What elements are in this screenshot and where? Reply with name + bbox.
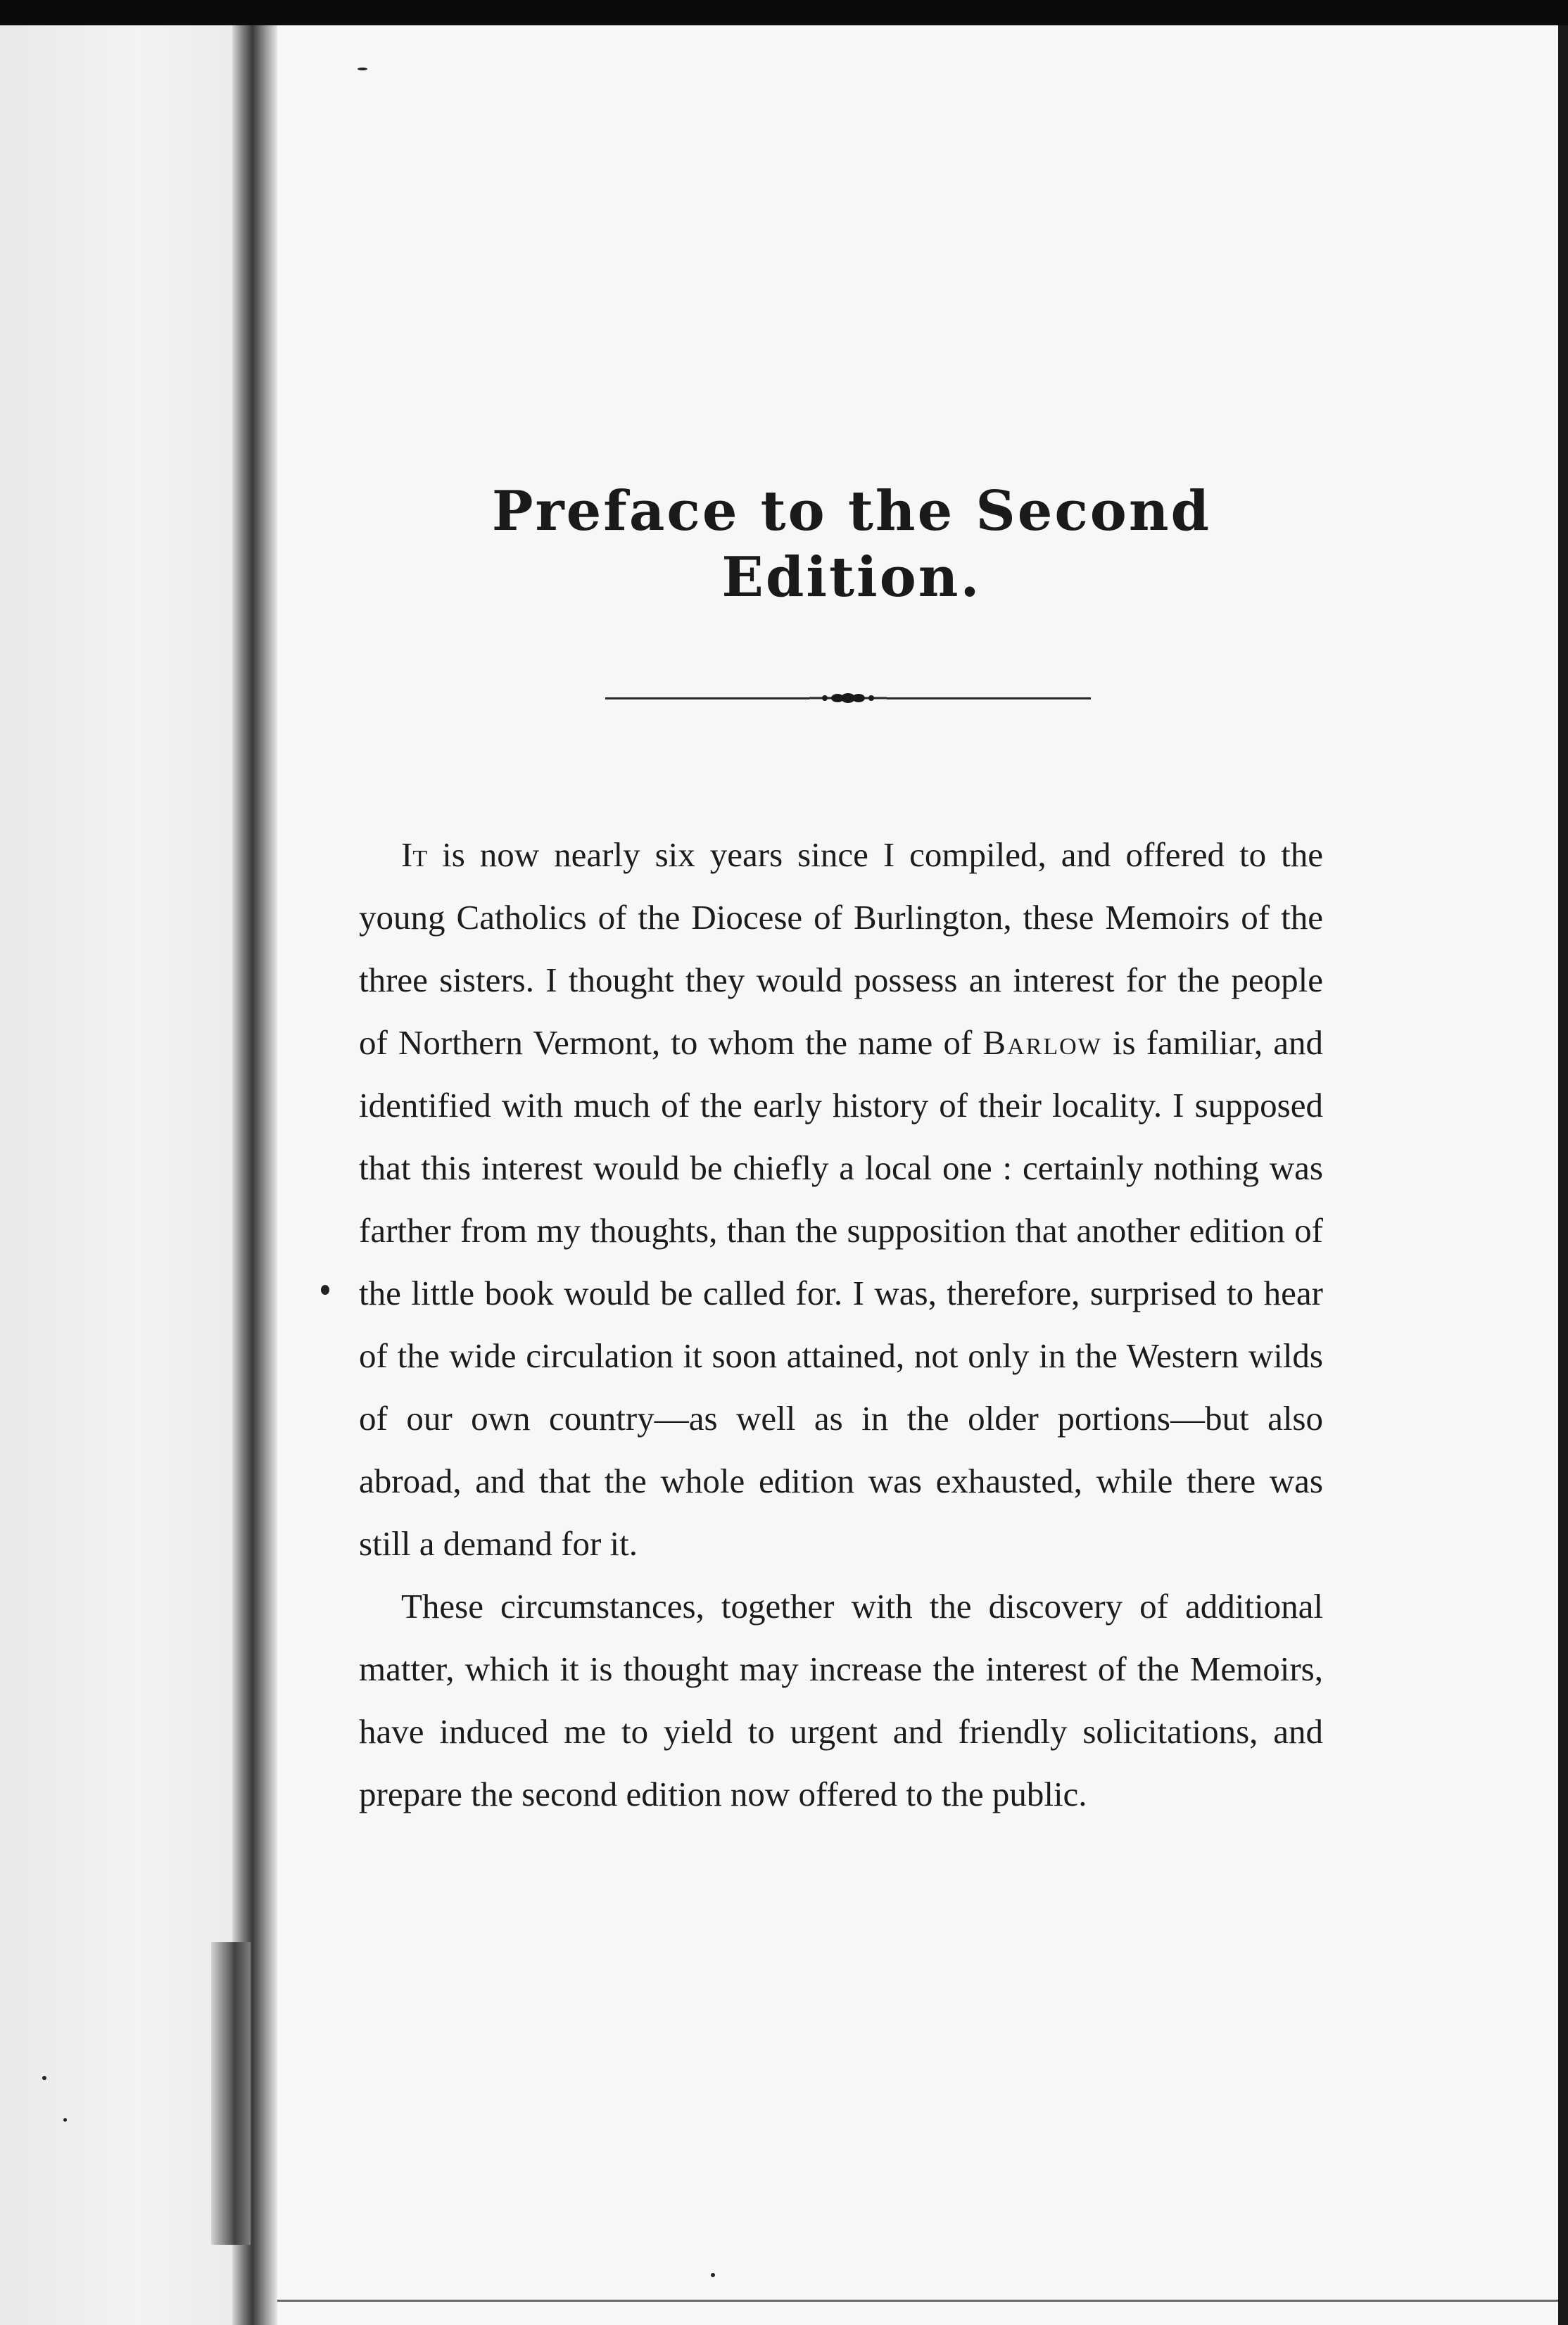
preface-body xyxy=(359,823,1323,1825)
page-title: Preface to the Second Edition. xyxy=(491,479,1212,609)
facing-page-edge xyxy=(0,25,232,2325)
scan-speck xyxy=(321,1285,329,1295)
paragraph-lead-word: It xyxy=(401,835,428,874)
scan-speck xyxy=(42,2076,46,2080)
gutter-shadow xyxy=(211,1942,251,2245)
scan-speck xyxy=(63,2118,67,2122)
paragraph-text: is now nearly six years since I compiled, and offered to the young Catholics of the Diocese of Burlington, these Memoirs of the three sisters. I thought they would possess an interest for the people of Northern Vermont, to whom the name of xyxy=(359,835,1323,1062)
paragraph-2: These circumstances, together with the discovery of additional matter, which it is thought may increase the interest of the Memoirs, have induced me to yield to urgent and friendly solicitations, and prepare the second edition now offered to the public. xyxy=(359,1587,1323,1813)
paragraph-text: is familiar, and identified with much of the early history of their locality. I supposed that this interest would be chiefly a local one : certainly nothing was farther from my thoughts, than the supposition that another edition of the little book would be called for. I was, therefore, surprised to hear of the wide circulation it soon attained, not only in the Western wilds of our own country—as well as in the older portions—but also abroad, and that the whole edition was exhausted, while there was still a demand for it. xyxy=(359,1023,1324,1563)
scan-right-border xyxy=(1558,25,1568,2325)
title-ornament xyxy=(605,690,1091,707)
ornament-line-right xyxy=(887,697,1091,699)
page-bottom-edge xyxy=(277,2300,1558,2302)
scan-speck xyxy=(358,68,367,70)
surname-barlow: Barlow xyxy=(982,1023,1102,1062)
ornament-flourish-icon xyxy=(809,690,887,707)
scan-top-border xyxy=(0,0,1568,25)
ornament-line-left xyxy=(605,697,809,699)
scan-speck xyxy=(711,2273,715,2277)
paragraph-1 xyxy=(359,823,1323,1575)
